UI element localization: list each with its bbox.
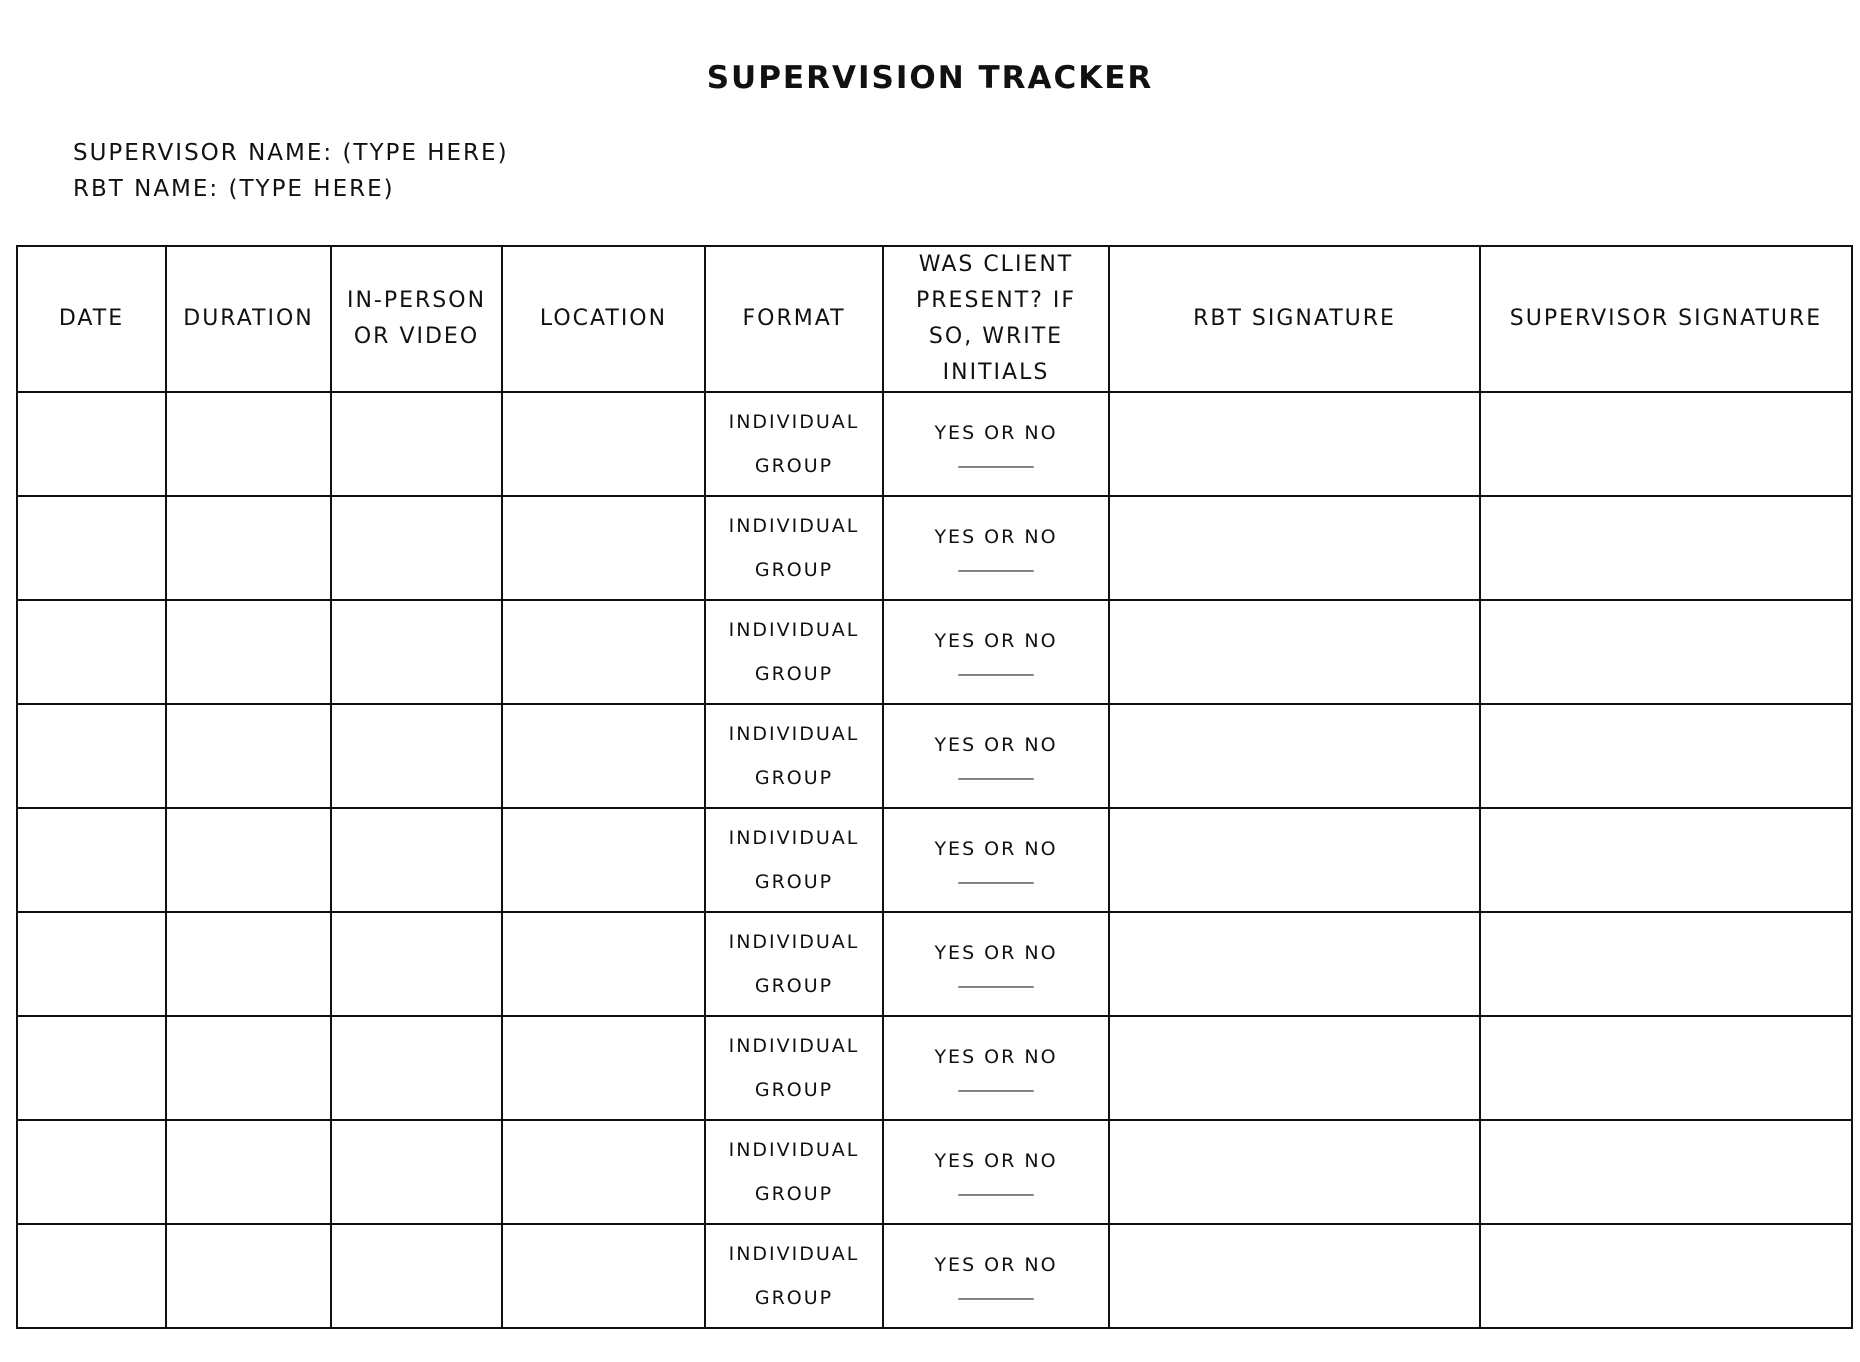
- client-present-cell: [883, 704, 1109, 808]
- column-header-supervisor-signature: SUPERVISOR SIGNATURE: [1480, 246, 1852, 392]
- duration-cell[interactable]: [166, 600, 331, 704]
- in-person-or-video-cell[interactable]: [331, 1224, 502, 1328]
- yes-or-no-label: YES OR NO: [934, 734, 1058, 756]
- table-row: [17, 496, 1852, 600]
- format-option-individual[interactable]: INDIVIDUAL: [728, 411, 860, 433]
- rbt-signature-cell[interactable]: [1109, 1224, 1480, 1328]
- supervisor-signature-cell[interactable]: [1480, 808, 1852, 912]
- client-present-cell: [883, 496, 1109, 600]
- yes-or-no-label: YES OR NO: [934, 526, 1058, 548]
- date-cell[interactable]: [17, 392, 166, 496]
- location-cell[interactable]: [502, 912, 705, 1016]
- supervisor-name-field[interactable]: SUPERVISOR NAME: (TYPE HERE): [73, 140, 509, 166]
- duration-cell[interactable]: [166, 496, 331, 600]
- location-cell[interactable]: [502, 1224, 705, 1328]
- format-cell: [705, 704, 883, 808]
- client-present-cell: [883, 392, 1109, 496]
- location-cell[interactable]: [502, 1016, 705, 1120]
- format-cell: [705, 1120, 883, 1224]
- duration-cell[interactable]: [166, 1224, 331, 1328]
- supervisor-signature-cell[interactable]: [1480, 600, 1852, 704]
- location-cell[interactable]: [502, 600, 705, 704]
- format-option-individual[interactable]: INDIVIDUAL: [728, 1139, 860, 1161]
- format-option-group[interactable]: GROUP: [754, 663, 834, 685]
- column-header-date: DATE: [17, 246, 166, 392]
- date-cell[interactable]: [17, 912, 166, 1016]
- table-row: [17, 1224, 1852, 1328]
- table-row: [17, 392, 1852, 496]
- initials-line[interactable]: __________: [958, 450, 1034, 468]
- table-row: [17, 704, 1852, 808]
- format-option-group[interactable]: GROUP: [754, 455, 834, 477]
- format-option-individual[interactable]: INDIVIDUAL: [728, 827, 860, 849]
- format-option-group[interactable]: GROUP: [754, 871, 834, 893]
- duration-cell[interactable]: [166, 1016, 331, 1120]
- format-cell: [705, 392, 883, 496]
- location-cell[interactable]: [502, 704, 705, 808]
- supervisor-signature-cell[interactable]: [1480, 392, 1852, 496]
- rbt-signature-cell[interactable]: [1109, 808, 1480, 912]
- format-option-individual[interactable]: INDIVIDUAL: [728, 515, 860, 537]
- initials-line[interactable]: __________: [958, 762, 1034, 780]
- supervisor-signature-cell[interactable]: [1480, 912, 1852, 1016]
- date-cell[interactable]: [17, 1224, 166, 1328]
- format-cell: [705, 496, 883, 600]
- format-cell: [705, 1016, 883, 1120]
- in-person-or-video-cell[interactable]: [331, 392, 502, 496]
- column-header-client-present: WAS CLIENT PRESENT? IF SO, WRITE INITIALS: [883, 246, 1109, 392]
- initials-line[interactable]: __________: [958, 866, 1034, 884]
- table-row: [17, 808, 1852, 912]
- client-present-cell: [883, 808, 1109, 912]
- date-cell[interactable]: [17, 704, 166, 808]
- format-option-individual[interactable]: INDIVIDUAL: [728, 1243, 860, 1265]
- location-cell[interactable]: [502, 392, 705, 496]
- initials-line[interactable]: __________: [958, 658, 1034, 676]
- table-row: [17, 1120, 1852, 1224]
- date-cell[interactable]: [17, 808, 166, 912]
- location-cell[interactable]: [502, 496, 705, 600]
- yes-or-no-label: YES OR NO: [934, 1150, 1058, 1172]
- supervisor-signature-cell[interactable]: [1480, 1120, 1852, 1224]
- in-person-or-video-cell[interactable]: [331, 1016, 502, 1120]
- column-header-location: LOCATION: [502, 246, 705, 392]
- yes-or-no-label: YES OR NO: [934, 630, 1058, 652]
- supervisor-signature-cell[interactable]: [1480, 704, 1852, 808]
- column-header-format: FORMAT: [705, 246, 883, 392]
- column-header-duration: DURATION: [166, 246, 331, 392]
- in-person-or-video-cell[interactable]: [331, 496, 502, 600]
- format-option-group[interactable]: GROUP: [754, 1079, 834, 1101]
- yes-or-no-label: YES OR NO: [934, 1046, 1058, 1068]
- location-cell[interactable]: [502, 1120, 705, 1224]
- format-option-individual[interactable]: INDIVIDUAL: [728, 931, 860, 953]
- supervisor-signature-cell[interactable]: [1480, 496, 1852, 600]
- column-header-in-person-or-video: IN-PERSON OR VIDEO: [331, 246, 502, 392]
- rbt-name-field[interactable]: RBT NAME: (TYPE HERE): [73, 176, 395, 202]
- initials-line[interactable]: __________: [958, 970, 1034, 988]
- format-option-individual[interactable]: INDIVIDUAL: [728, 619, 860, 641]
- format-cell: [705, 808, 883, 912]
- format-cell: [705, 600, 883, 704]
- in-person-or-video-cell[interactable]: [331, 912, 502, 1016]
- client-present-cell: [883, 600, 1109, 704]
- duration-cell[interactable]: [166, 1120, 331, 1224]
- rbt-signature-cell[interactable]: [1109, 392, 1480, 496]
- duration-cell[interactable]: [166, 808, 331, 912]
- rbt-signature-cell[interactable]: [1109, 912, 1480, 1016]
- table-row: [17, 600, 1852, 704]
- rbt-signature-cell[interactable]: [1109, 1016, 1480, 1120]
- format-option-individual[interactable]: INDIVIDUAL: [728, 1035, 860, 1057]
- format-option-group[interactable]: GROUP: [754, 1183, 834, 1205]
- format-option-group[interactable]: GROUP: [754, 1287, 834, 1309]
- client-present-cell: [883, 1016, 1109, 1120]
- yes-or-no-label: YES OR NO: [934, 838, 1058, 860]
- supervisor-signature-cell[interactable]: [1480, 1224, 1852, 1328]
- page-title: SUPERVISION TRACKER: [706, 60, 1154, 96]
- supervisor-signature-cell[interactable]: [1480, 1016, 1852, 1120]
- initials-line[interactable]: __________: [958, 554, 1034, 572]
- client-present-cell: [883, 1224, 1109, 1328]
- duration-cell[interactable]: [166, 392, 331, 496]
- column-header-rbt-signature: RBT SIGNATURE: [1109, 246, 1480, 392]
- rbt-signature-cell[interactable]: [1109, 600, 1480, 704]
- yes-or-no-label: YES OR NO: [934, 1254, 1058, 1276]
- format-option-individual[interactable]: INDIVIDUAL: [728, 723, 860, 745]
- in-person-or-video-cell[interactable]: [331, 1120, 502, 1224]
- format-cell: [705, 1224, 883, 1328]
- initials-line[interactable]: __________: [958, 1074, 1034, 1092]
- duration-cell[interactable]: [166, 704, 331, 808]
- format-cell: [705, 912, 883, 1016]
- table-row: [17, 1016, 1852, 1120]
- location-cell[interactable]: [502, 808, 705, 912]
- client-present-cell: [883, 1120, 1109, 1224]
- table-header-row: [17, 246, 1852, 392]
- table-row: [17, 912, 1852, 1016]
- date-cell[interactable]: [17, 496, 166, 600]
- format-option-group[interactable]: GROUP: [754, 767, 834, 789]
- in-person-or-video-cell[interactable]: [331, 808, 502, 912]
- initials-line[interactable]: __________: [958, 1178, 1034, 1196]
- format-option-group[interactable]: GROUP: [754, 559, 834, 581]
- client-present-cell: [883, 912, 1109, 1016]
- rbt-signature-cell[interactable]: [1109, 1120, 1480, 1224]
- yes-or-no-label: YES OR NO: [934, 942, 1058, 964]
- supervision-table: [16, 245, 1853, 1329]
- date-cell[interactable]: [17, 1120, 166, 1224]
- date-cell[interactable]: [17, 1016, 166, 1120]
- format-option-group[interactable]: GROUP: [754, 975, 834, 997]
- rbt-signature-cell[interactable]: [1109, 704, 1480, 808]
- yes-or-no-label: YES OR NO: [934, 422, 1058, 444]
- rbt-signature-cell[interactable]: [1109, 496, 1480, 600]
- date-cell[interactable]: [17, 600, 166, 704]
- in-person-or-video-cell[interactable]: [331, 600, 502, 704]
- in-person-or-video-cell[interactable]: [331, 704, 502, 808]
- initials-line[interactable]: __________: [958, 1282, 1034, 1300]
- duration-cell[interactable]: [166, 912, 331, 1016]
